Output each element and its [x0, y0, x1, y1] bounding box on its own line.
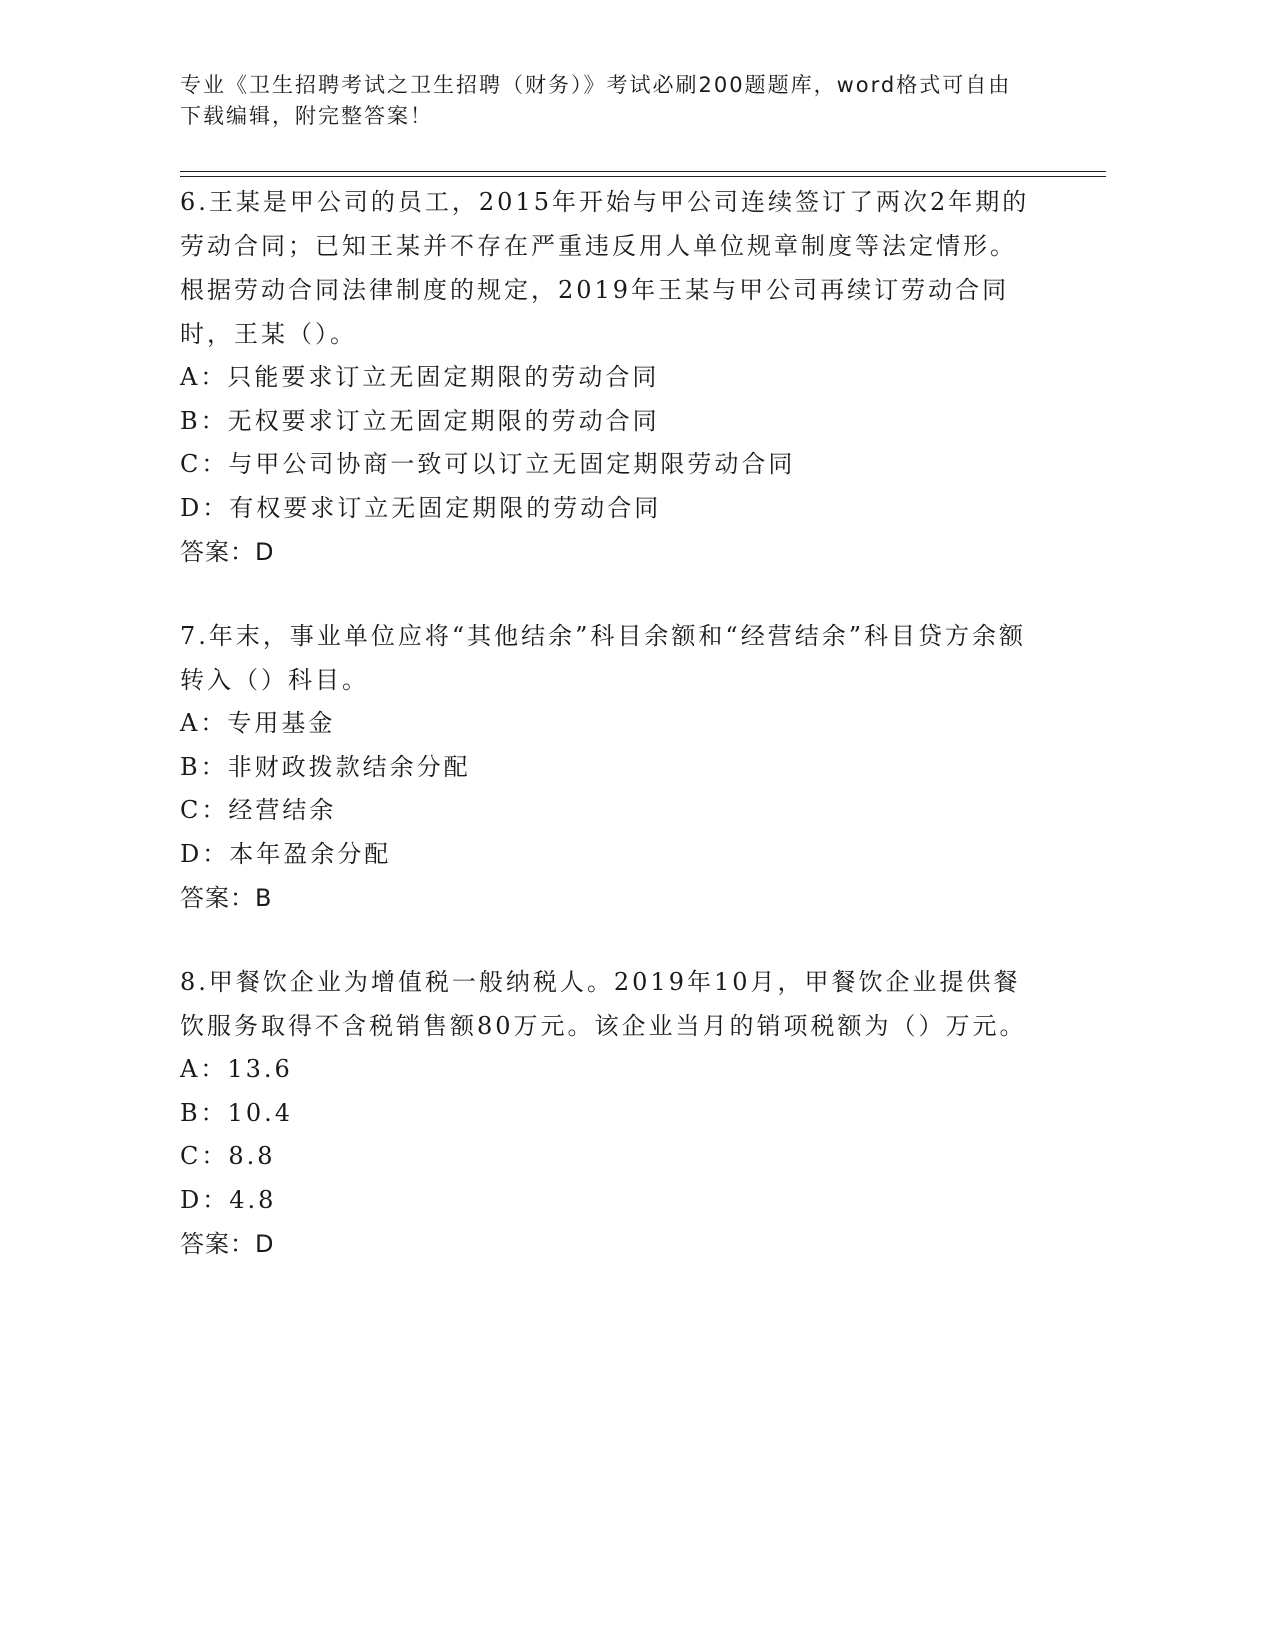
option-d: D：4.8: [180, 1185, 277, 1214]
question-8: [180, 960, 1040, 1266]
option-a: A：专用基金: [180, 709, 336, 737]
option-b: B：10.4: [180, 1098, 294, 1127]
answer: 答案：D: [180, 1230, 275, 1258]
question-stem: 8.甲餐饮企业为增值税一般纳税人。2019年10月，甲餐饮企业提供餐饮服务取得不含税销售额80万元。该企业当月的销项税额为（）万元。: [180, 968, 1027, 1040]
document-header: 专业《卫生招聘考试之卫生招聘（财务）》考试必刷200题题库，word格式可自由下载编辑，附完整答案！: [180, 73, 1012, 128]
question-list: [180, 180, 1040, 1306]
question-stem: 7.年末，事业单位应将“其他结余”科目余额和“经营结余”科目贷方余额转入（）科目。: [180, 622, 1026, 694]
option-d: D：本年盈余分配: [180, 839, 392, 868]
answer: 答案：D: [180, 538, 275, 566]
option-a: A：13.6: [180, 1055, 293, 1083]
option-c: C：8.8: [180, 1142, 276, 1170]
option-c: C：与甲公司协商一致可以订立无固定期限劳动合同: [180, 450, 796, 478]
option-a: A：只能要求订立无固定期限的劳动合同: [180, 363, 660, 391]
question-7: [180, 614, 1040, 920]
option-d: D：有权要求订立无固定期限的劳动合同: [180, 493, 662, 522]
answer: 答案：B: [180, 884, 273, 912]
question-stem: 6.王某是甲公司的员工，2015年开始与甲公司连续签订了两次2年期的劳动合同；已知王某并不存在严重违反用人单位规章制度等法定情形。根据劳动合同法律制度的规定，2019年王某与甲公司再续订劳动合同时，王某（）。: [180, 188, 1030, 348]
option-c: C：经营结余: [180, 796, 337, 824]
question-6: [180, 180, 1040, 574]
header-double-rule: [180, 171, 1106, 177]
option-b: B：无权要求订立无固定期限的劳动合同: [180, 406, 660, 435]
option-b: B：非财政拨款结余分配: [180, 752, 471, 781]
